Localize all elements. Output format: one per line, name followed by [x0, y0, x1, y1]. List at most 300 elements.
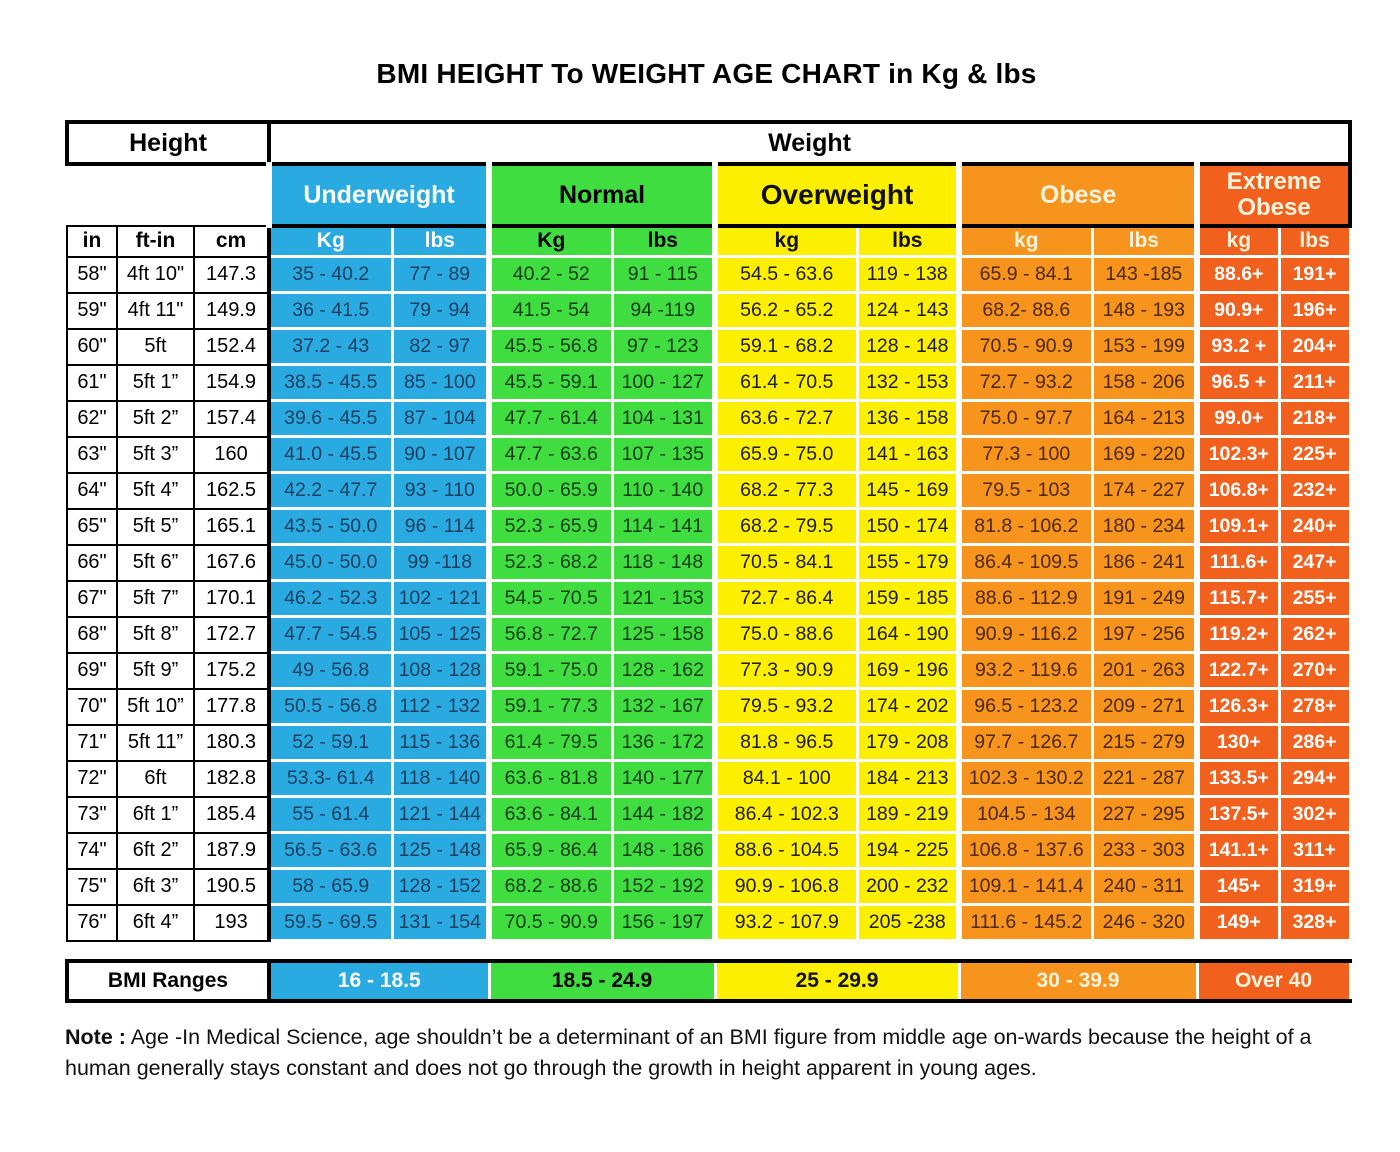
category-header-underweight: Underweight — [269, 164, 489, 226]
data-cell: 43.5 - 50.0 — [269, 509, 392, 545]
data-cell: 39.6 - 45.5 — [269, 401, 392, 437]
height-subheader-ft-in: ft-in — [117, 226, 194, 257]
data-cell: 240+ — [1279, 509, 1350, 545]
data-cell: 215 - 279 — [1092, 725, 1197, 761]
data-cell: 68.2- 88.6 — [959, 293, 1092, 329]
bmi-table — [65, 120, 1352, 942]
data-cell: 174 - 227 — [1092, 473, 1197, 509]
note-label: Note : — [65, 1025, 126, 1049]
height-cell: 72" — [67, 761, 117, 797]
data-cell: 148 - 186 — [612, 833, 715, 869]
data-cell: 115.7+ — [1197, 581, 1279, 617]
data-cell: 79.5 - 93.2 — [715, 689, 857, 725]
height-cell: 152.4 — [194, 329, 269, 365]
height-cell: 60" — [67, 329, 117, 365]
data-cell: 110 - 140 — [612, 473, 715, 509]
data-cell: 328+ — [1279, 905, 1350, 941]
bmi-range-overweight: 25 - 29.9 — [715, 961, 959, 1001]
data-cell: 150 - 174 — [857, 509, 959, 545]
data-cell: 211+ — [1279, 365, 1350, 401]
table-row — [67, 509, 1350, 545]
data-cell: 68.2 - 79.5 — [715, 509, 857, 545]
data-cell: 114 - 141 — [612, 509, 715, 545]
height-cell: 6ft 1” — [117, 797, 194, 833]
data-cell: 164 - 190 — [857, 617, 959, 653]
height-cell: 61" — [67, 365, 117, 401]
data-cell: 94 -119 — [612, 293, 715, 329]
height-cell: 167.6 — [194, 545, 269, 581]
data-cell: 128 - 152 — [392, 869, 489, 905]
data-cell: 106.8+ — [1197, 473, 1279, 509]
height-subheader-cm: cm — [194, 226, 269, 257]
height-cell: 75" — [67, 869, 117, 905]
category-header-normal: Normal — [489, 164, 715, 226]
height-cell: 165.1 — [194, 509, 269, 545]
height-cell: 160 — [194, 437, 269, 473]
data-cell: 54.5 - 70.5 — [489, 581, 612, 617]
height-cell: 5ft 8” — [117, 617, 194, 653]
data-cell: 105 - 125 — [392, 617, 489, 653]
data-cell: 121 - 144 — [392, 797, 489, 833]
data-cell: 169 - 220 — [1092, 437, 1197, 473]
data-cell: 45.0 - 50.0 — [269, 545, 392, 581]
data-cell: 47.7 - 54.5 — [269, 617, 392, 653]
data-cell: 72.7 - 86.4 — [715, 581, 857, 617]
table-body — [67, 257, 1350, 941]
data-cell: 75.0 - 88.6 — [715, 617, 857, 653]
data-cell: 232+ — [1279, 473, 1350, 509]
data-cell: 93.2 + — [1197, 329, 1279, 365]
data-cell: 41.5 - 54 — [489, 293, 612, 329]
data-cell: 59.1 - 68.2 — [715, 329, 857, 365]
data-cell: 137.5+ — [1197, 797, 1279, 833]
height-cell: 154.9 — [194, 365, 269, 401]
data-cell: 87 - 104 — [392, 401, 489, 437]
data-cell: 56.5 - 63.6 — [269, 833, 392, 869]
data-cell: 68.2 - 77.3 — [715, 473, 857, 509]
height-cell: 68" — [67, 617, 117, 653]
data-cell: 124 - 143 — [857, 293, 959, 329]
height-subheader-in: in — [67, 226, 117, 257]
table-row — [67, 293, 1350, 329]
height-cell: 6ft — [117, 761, 194, 797]
data-cell: 63.6 - 84.1 — [489, 797, 612, 833]
data-cell: 191+ — [1279, 257, 1350, 293]
height-cell: 71" — [67, 725, 117, 761]
height-cell: 149.9 — [194, 293, 269, 329]
table-row — [67, 617, 1350, 653]
data-cell: 37.2 - 43 — [269, 329, 392, 365]
data-cell: 104.5 - 134 — [959, 797, 1092, 833]
data-cell: 270+ — [1279, 653, 1350, 689]
data-cell: 81.8 - 96.5 — [715, 725, 857, 761]
table-row — [67, 545, 1350, 581]
data-cell: 93.2 - 119.6 — [959, 653, 1092, 689]
data-cell: 100 - 127 — [612, 365, 715, 401]
bmi-chart-page — [0, 58, 1400, 1084]
height-cell: 4ft 10" — [117, 257, 194, 293]
height-cell: 5ft 10” — [117, 689, 194, 725]
page-title: BMI HEIGHT To WEIGHT AGE CHART in Kg & lbs — [376, 58, 1037, 89]
data-cell: 59.1 - 77.3 — [489, 689, 612, 725]
data-cell: 96.5 + — [1197, 365, 1279, 401]
data-cell: 84.1 - 100 — [715, 761, 857, 797]
data-cell: 75.0 - 97.7 — [959, 401, 1092, 437]
height-group-header: Height — [67, 122, 269, 164]
height-cell: 170.1 — [194, 581, 269, 617]
height-cell: 66" — [67, 545, 117, 581]
data-cell: 90.9 - 116.2 — [959, 617, 1092, 653]
data-cell: 96 - 114 — [392, 509, 489, 545]
note-text — [65, 1022, 1357, 1084]
data-cell: 128 - 162 — [612, 653, 715, 689]
height-cell: 63" — [67, 437, 117, 473]
height-cell: 64" — [67, 473, 117, 509]
unit-header-extreme-obese-kg: kg — [1197, 226, 1279, 257]
height-cell: 62" — [67, 401, 117, 437]
table-row — [67, 869, 1350, 905]
height-cell: 5ft 5” — [117, 509, 194, 545]
data-cell: 63.6 - 72.7 — [715, 401, 857, 437]
data-cell: 61.4 - 79.5 — [489, 725, 612, 761]
data-cell: 104 - 131 — [612, 401, 715, 437]
height-cell: 58" — [67, 257, 117, 293]
data-cell: 201 - 263 — [1092, 653, 1197, 689]
data-cell: 152 - 192 — [612, 869, 715, 905]
data-cell: 189 - 219 — [857, 797, 959, 833]
height-cell: 67" — [67, 581, 117, 617]
data-cell: 96.5 - 123.2 — [959, 689, 1092, 725]
data-cell: 158 - 206 — [1092, 365, 1197, 401]
data-cell: 70.5 - 90.9 — [959, 329, 1092, 365]
data-cell: 90.9+ — [1197, 293, 1279, 329]
data-cell: 118 - 148 — [612, 545, 715, 581]
bmi-range-extreme-obese: Over 40 — [1197, 961, 1350, 1001]
height-cell: 5ft 7” — [117, 581, 194, 617]
data-cell: 72.7 - 93.2 — [959, 365, 1092, 401]
data-cell: 184 - 213 — [857, 761, 959, 797]
height-cell: 6ft 3” — [117, 869, 194, 905]
data-cell: 174 - 202 — [857, 689, 959, 725]
data-cell: 86.4 - 102.3 — [715, 797, 857, 833]
data-cell: 302+ — [1279, 797, 1350, 833]
height-cell: 5ft — [117, 329, 194, 365]
data-cell: 119.2+ — [1197, 617, 1279, 653]
table-row — [67, 257, 1350, 293]
data-cell: 97 - 123 — [612, 329, 715, 365]
data-cell: 240 - 311 — [1092, 869, 1197, 905]
data-cell: 125 - 148 — [392, 833, 489, 869]
data-cell: 52 - 59.1 — [269, 725, 392, 761]
data-cell: 255+ — [1279, 581, 1350, 617]
height-cell: 73" — [67, 797, 117, 833]
data-cell: 41.0 - 45.5 — [269, 437, 392, 473]
height-cell: 5ft 9” — [117, 653, 194, 689]
data-cell: 61.4 - 70.5 — [715, 365, 857, 401]
data-cell: 99.0+ — [1197, 401, 1279, 437]
data-cell: 115 - 136 — [392, 725, 489, 761]
data-cell: 149+ — [1197, 905, 1279, 941]
data-cell: 47.7 - 63.6 — [489, 437, 612, 473]
data-cell: 155 - 179 — [857, 545, 959, 581]
data-cell: 319+ — [1279, 869, 1350, 905]
height-cell: 74" — [67, 833, 117, 869]
data-cell: 144 - 182 — [612, 797, 715, 833]
data-cell: 102.3 - 130.2 — [959, 761, 1092, 797]
data-cell: 179 - 208 — [857, 725, 959, 761]
data-cell: 88.6 - 112.9 — [959, 581, 1092, 617]
data-cell: 262+ — [1279, 617, 1350, 653]
data-cell: 156 - 197 — [612, 905, 715, 941]
data-cell: 86.4 - 109.5 — [959, 545, 1092, 581]
data-cell: 93 - 110 — [392, 473, 489, 509]
data-cell: 91 - 115 — [612, 257, 715, 293]
height-cell: 4ft 11" — [117, 293, 194, 329]
data-cell: 46.2 - 52.3 — [269, 581, 392, 617]
data-cell: 145 - 169 — [857, 473, 959, 509]
unit-header-overweight-lbs: lbs — [857, 226, 959, 257]
data-cell: 118 - 140 — [392, 761, 489, 797]
data-cell: 112 - 132 — [392, 689, 489, 725]
unit-header-obese-lbs: lbs — [1092, 226, 1197, 257]
note-line-2: human generally stays constant and does not go through the growth in height apparent in young ages. — [65, 1055, 1037, 1080]
height-cell: 65" — [67, 509, 117, 545]
note-line-1 — [65, 1022, 1357, 1053]
data-cell: 68.2 - 88.6 — [489, 869, 612, 905]
category-row — [67, 164, 1350, 226]
data-cell: 107 - 135 — [612, 437, 715, 473]
data-cell: 85 - 100 — [392, 365, 489, 401]
unit-header-normal-kg: Kg — [489, 226, 612, 257]
height-cell: 69" — [67, 653, 117, 689]
data-cell: 65.9 - 86.4 — [489, 833, 612, 869]
data-cell: 65.9 - 75.0 — [715, 437, 857, 473]
height-cell: 5ft 3” — [117, 437, 194, 473]
data-cell: 111.6 - 145.2 — [959, 905, 1092, 941]
data-cell: 40.2 - 52 — [489, 257, 612, 293]
data-cell: 191 - 249 — [1092, 581, 1197, 617]
unit-header-overweight-kg: kg — [715, 226, 857, 257]
data-cell: 169 - 196 — [857, 653, 959, 689]
table-row — [67, 437, 1350, 473]
category-header-extreme-obese: Extreme Obese — [1197, 164, 1350, 226]
bmi-range-underweight: 16 - 18.5 — [269, 961, 489, 1001]
height-cell: 157.4 — [194, 401, 269, 437]
height-cell: 5ft 1” — [117, 365, 194, 401]
data-cell: 93.2 - 107.9 — [715, 905, 857, 941]
data-cell: 59.1 - 75.0 — [489, 653, 612, 689]
data-cell: 233 - 303 — [1092, 833, 1197, 869]
data-cell: 205 -238 — [857, 905, 959, 941]
weight-group-header: Weight — [269, 122, 1350, 164]
data-cell: 47.7 - 61.4 — [489, 401, 612, 437]
data-cell: 141.1+ — [1197, 833, 1279, 869]
data-cell: 143 -185 — [1092, 257, 1197, 293]
data-cell: 227 - 295 — [1092, 797, 1197, 833]
data-cell: 111.6+ — [1197, 545, 1279, 581]
data-cell: 153 - 199 — [1092, 329, 1197, 365]
height-cell: 59" — [67, 293, 117, 329]
data-cell: 225+ — [1279, 437, 1350, 473]
bmi-range-normal: 18.5 - 24.9 — [489, 961, 715, 1001]
height-cell: 193 — [194, 905, 269, 941]
height-cell: 175.2 — [194, 653, 269, 689]
height-cell: 177.8 — [194, 689, 269, 725]
data-cell: 133.5+ — [1197, 761, 1279, 797]
bmi-range-obese: 30 - 39.9 — [959, 961, 1197, 1001]
height-cell: 5ft 2” — [117, 401, 194, 437]
data-cell: 59.5 - 69.5 — [269, 905, 392, 941]
table-row — [67, 401, 1350, 437]
height-cell: 76" — [67, 905, 117, 941]
data-cell: 109.1+ — [1197, 509, 1279, 545]
height-cell: 147.3 — [194, 257, 269, 293]
category-header-obese: Obese — [959, 164, 1197, 226]
height-cell: 190.5 — [194, 869, 269, 905]
data-cell: 122.7+ — [1197, 653, 1279, 689]
table-row — [67, 329, 1350, 365]
data-cell: 90.9 - 106.8 — [715, 869, 857, 905]
data-cell: 141 - 163 — [857, 437, 959, 473]
data-cell: 218+ — [1279, 401, 1350, 437]
unit-header-obese-kg: kg — [959, 226, 1092, 257]
data-cell: 35 - 40.2 — [269, 257, 392, 293]
data-cell: 63.6 - 81.8 — [489, 761, 612, 797]
data-cell: 52.3 - 68.2 — [489, 545, 612, 581]
data-cell: 247+ — [1279, 545, 1350, 581]
data-cell: 56.8 - 72.7 — [489, 617, 612, 653]
data-cell: 70.5 - 90.9 — [489, 905, 612, 941]
data-cell: 58 - 65.9 — [269, 869, 392, 905]
height-cell: 70" — [67, 689, 117, 725]
group-header-row — [67, 122, 1350, 164]
data-cell: 79.5 - 103 — [959, 473, 1092, 509]
height-cell: 5ft 6” — [117, 545, 194, 581]
data-cell: 52.3 - 65.9 — [489, 509, 612, 545]
data-cell: 278+ — [1279, 689, 1350, 725]
category-row-spacer — [67, 164, 269, 226]
table-row — [67, 653, 1350, 689]
data-cell: 136 - 158 — [857, 401, 959, 437]
data-cell: 311+ — [1279, 833, 1350, 869]
data-cell: 88.6+ — [1197, 257, 1279, 293]
bmi-ranges-table — [65, 959, 1352, 1003]
data-cell: 286+ — [1279, 725, 1350, 761]
data-cell: 164 - 213 — [1092, 401, 1197, 437]
data-cell: 221 - 287 — [1092, 761, 1197, 797]
data-cell: 125 - 158 — [612, 617, 715, 653]
unit-header-normal-lbs: lbs — [612, 226, 715, 257]
data-cell: 148 - 193 — [1092, 293, 1197, 329]
unit-header-underweight-lbs: lbs — [392, 226, 489, 257]
data-cell: 204+ — [1279, 329, 1350, 365]
data-cell: 88.6 - 104.5 — [715, 833, 857, 869]
height-cell: 6ft 4” — [117, 905, 194, 941]
data-cell: 54.5 - 63.6 — [715, 257, 857, 293]
data-cell: 90 - 107 — [392, 437, 489, 473]
table-row — [67, 473, 1350, 509]
data-cell: 99 -118 — [392, 545, 489, 581]
data-cell: 128 - 148 — [857, 329, 959, 365]
height-cell: 162.5 — [194, 473, 269, 509]
height-cell: 5ft 11” — [117, 725, 194, 761]
unit-header-extreme-obese-lbs: lbs — [1279, 226, 1350, 257]
data-cell: 97.7 - 126.7 — [959, 725, 1092, 761]
data-cell: 79 - 94 — [392, 293, 489, 329]
data-cell: 132 - 153 — [857, 365, 959, 401]
data-cell: 132 - 167 — [612, 689, 715, 725]
table-row — [67, 761, 1350, 797]
data-cell: 50.5 - 56.8 — [269, 689, 392, 725]
data-cell: 200 - 232 — [857, 869, 959, 905]
table-row — [67, 725, 1350, 761]
data-cell: 180 - 234 — [1092, 509, 1197, 545]
data-cell: 65.9 - 84.1 — [959, 257, 1092, 293]
height-cell: 180.3 — [194, 725, 269, 761]
note-line-1-text: Age -In Medical Science, age shouldn’t be a determinant of an BMI figure from middle age on-wards because the height of a — [130, 1025, 1312, 1049]
data-cell: 36 - 41.5 — [269, 293, 392, 329]
data-cell: 49 - 56.8 — [269, 653, 392, 689]
table-row — [67, 905, 1350, 941]
data-cell: 246 - 320 — [1092, 905, 1197, 941]
data-cell: 136 - 172 — [612, 725, 715, 761]
height-cell: 172.7 — [194, 617, 269, 653]
data-cell: 294+ — [1279, 761, 1350, 797]
data-cell: 50.0 - 65.9 — [489, 473, 612, 509]
bmi-ranges-label: BMI Ranges — [67, 961, 269, 1001]
height-cell: 6ft 2” — [117, 833, 194, 869]
data-cell: 145+ — [1197, 869, 1279, 905]
data-cell: 70.5 - 84.1 — [715, 545, 857, 581]
data-cell: 53.3- 61.4 — [269, 761, 392, 797]
data-cell: 119 - 138 — [857, 257, 959, 293]
data-cell: 77.3 - 100 — [959, 437, 1092, 473]
data-cell: 194 - 225 — [857, 833, 959, 869]
data-cell: 82 - 97 — [392, 329, 489, 365]
height-cell: 5ft 4” — [117, 473, 194, 509]
data-cell: 126.3+ — [1197, 689, 1279, 725]
data-cell: 55 - 61.4 — [269, 797, 392, 833]
table-row — [67, 689, 1350, 725]
height-cell: 185.4 — [194, 797, 269, 833]
data-cell: 81.8 - 106.2 — [959, 509, 1092, 545]
table-row — [67, 581, 1350, 617]
bmi-ranges-row — [67, 961, 1350, 1001]
data-cell: 102.3+ — [1197, 437, 1279, 473]
data-cell: 38.5 - 45.5 — [269, 365, 392, 401]
table-row — [67, 365, 1350, 401]
data-cell: 45.5 - 59.1 — [489, 365, 612, 401]
data-cell: 77.3 - 90.9 — [715, 653, 857, 689]
data-cell: 106.8 - 137.6 — [959, 833, 1092, 869]
data-cell: 130+ — [1197, 725, 1279, 761]
data-cell: 56.2 - 65.2 — [715, 293, 857, 329]
data-cell: 140 - 177 — [612, 761, 715, 797]
data-cell: 77 - 89 — [392, 257, 489, 293]
table-row — [67, 797, 1350, 833]
data-cell: 45.5 - 56.8 — [489, 329, 612, 365]
data-cell: 186 - 241 — [1092, 545, 1197, 581]
category-header-overweight: Overweight — [715, 164, 959, 226]
height-cell: 182.8 — [194, 761, 269, 797]
data-cell: 196+ — [1279, 293, 1350, 329]
data-cell: 42.2 - 47.7 — [269, 473, 392, 509]
data-cell: 159 - 185 — [857, 581, 959, 617]
unit-row — [67, 226, 1350, 257]
unit-header-underweight-kg: Kg — [269, 226, 392, 257]
data-cell: 209 - 271 — [1092, 689, 1197, 725]
table-row — [67, 833, 1350, 869]
